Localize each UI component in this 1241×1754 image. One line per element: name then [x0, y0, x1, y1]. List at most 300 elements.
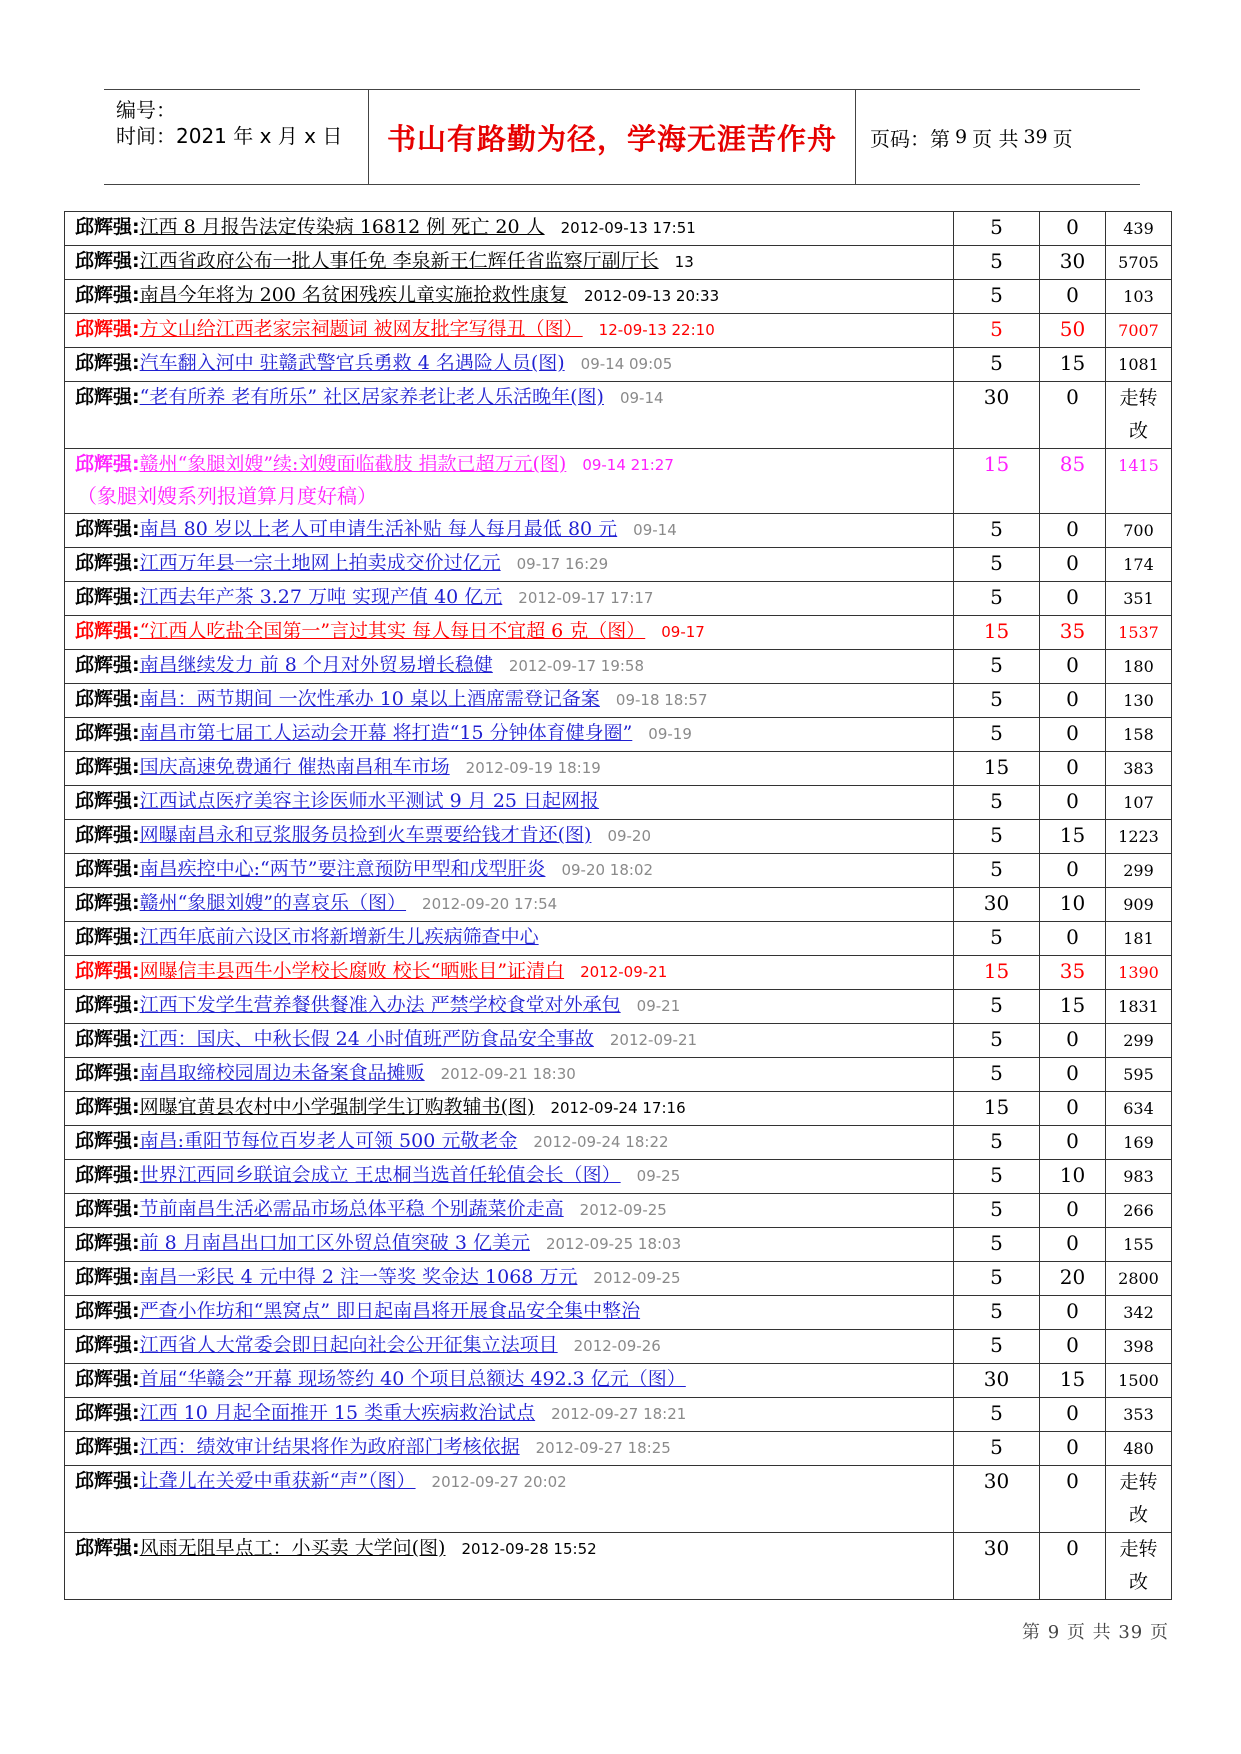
author-name: 邱辉强: [75, 1334, 140, 1356]
publish-time: 09-18 18:57 [615, 691, 708, 709]
author-name: 邱辉强: [75, 386, 140, 408]
table-row [65, 1398, 1172, 1432]
article-link[interactable]: 南昌一彩民 4 元中得 2 注一等奖 奖金达 1068 万元 [139, 1266, 578, 1288]
page-suffix: 页 [1052, 126, 1073, 151]
time-label: 时间：2021 年 x 月 x 日 [116, 124, 343, 148]
table-row [65, 314, 1172, 348]
views-cell: 383 [1106, 752, 1172, 786]
views-cell: 2800 [1106, 1262, 1172, 1296]
score-cell: 5 [954, 1126, 1040, 1160]
score-cell: 30 [954, 1466, 1040, 1533]
article-link[interactable]: 江西试点医疗美容主诊医师水平测试 9 月 25 日起网报 [139, 790, 600, 812]
table-row [65, 1262, 1172, 1296]
bonus-cell: 30 [1040, 246, 1106, 280]
article-link[interactable]: 赣州“象腿刘嫂”续:刘嫂面临截肢 捐款已超万元(图) [139, 453, 567, 475]
article-link[interactable]: 南昌疾控中心:“两节”要注意预防甲型和戊型肝炎 [139, 858, 546, 880]
publish-time: 2012-09-20 17:54 [422, 895, 558, 913]
score-cell: 5 [954, 1024, 1040, 1058]
publish-time: 2012-09-24 17:16 [550, 1099, 686, 1117]
article-cell [65, 1466, 954, 1533]
table-row [65, 1058, 1172, 1092]
article-link[interactable]: 江西 8 月报告法定传染病 16812 例 死亡 20 人 [139, 216, 545, 238]
article-cell [65, 1330, 954, 1364]
views-cell: 1537 [1106, 616, 1172, 650]
publish-time: 2012-09-17 17:17 [518, 589, 654, 607]
publish-time: 2012-09-21 [580, 963, 668, 981]
views-cell: 634 [1106, 1092, 1172, 1126]
score-cell: 5 [954, 246, 1040, 280]
author-name: 邱辉强: [75, 586, 140, 608]
bonus-cell: 35 [1040, 616, 1106, 650]
publish-time: 2012-09-27 18:25 [535, 1439, 671, 1457]
score-cell: 15 [954, 956, 1040, 990]
views-cell: 180 [1106, 650, 1172, 684]
article-cell [65, 1398, 954, 1432]
article-link[interactable]: 让聋儿在关爱中重获新“声”（图） [139, 1470, 416, 1492]
article-link[interactable]: 江西省人大常委会即日起向社会公开征集立法项目 [139, 1334, 558, 1356]
author-name: 邱辉强: [75, 960, 140, 982]
publish-time: 09-14 09:05 [580, 355, 673, 373]
article-table [64, 211, 1172, 1600]
article-cell [65, 752, 954, 786]
article-link[interactable]: 江西万年县一宗土地网上拍卖成交价过亿元 [139, 552, 501, 574]
article-cell [65, 1432, 954, 1466]
author-name: 邱辉强: [75, 1028, 140, 1050]
views-cell: 299 [1106, 854, 1172, 888]
author-name: 邱辉强: [75, 1198, 140, 1220]
page-total: 39 [1023, 126, 1048, 148]
score-cell: 15 [954, 1092, 1040, 1126]
bonus-cell: 15 [1040, 1364, 1106, 1398]
publish-time: 2012-09-24 18:22 [533, 1133, 669, 1151]
bonus-cell: 0 [1040, 684, 1106, 718]
bonus-cell: 35 [1040, 956, 1106, 990]
article-cell [65, 888, 954, 922]
table-row [65, 1364, 1172, 1398]
article-cell [65, 382, 954, 449]
article-cell [65, 786, 954, 820]
table-row [65, 990, 1172, 1024]
article-link[interactable]: 江西：国庆、中秋长假 24 小时值班严防食品安全事故 [139, 1028, 594, 1050]
article-link[interactable]: 网曝南昌永和豆浆服务员捡到火车票要给钱才肯还(图) [139, 824, 592, 846]
table-row [65, 1228, 1172, 1262]
article-link[interactable]: 江西：绩效审计结果将作为政府部门考核依据 [139, 1436, 520, 1458]
table-row [65, 922, 1172, 956]
views-cell: 174 [1106, 548, 1172, 582]
bonus-cell: 0 [1040, 1228, 1106, 1262]
author-name: 邱辉强: [75, 1470, 140, 1492]
bonus-cell: 0 [1040, 1466, 1106, 1533]
motto: 书山有路勤为径，学海无涯苦作舟 [368, 90, 856, 184]
number-label: 编号： [116, 98, 176, 122]
publish-time: 2012-09-19 18:19 [465, 759, 601, 777]
views-cell: 353 [1106, 1398, 1172, 1432]
score-cell: 5 [954, 1194, 1040, 1228]
bonus-cell: 0 [1040, 1533, 1106, 1600]
author-name: 邱辉强: [75, 1164, 140, 1186]
views-cell: 983 [1106, 1160, 1172, 1194]
table-row [65, 650, 1172, 684]
article-cell [65, 820, 954, 854]
bonus-cell: 0 [1040, 1432, 1106, 1466]
views-cell: 439 [1106, 212, 1172, 246]
article-cell [65, 548, 954, 582]
article-link[interactable]: 南昌：两节期间 一次性承办 10 桌以上酒席需登记备案 [139, 688, 600, 710]
bonus-cell: 0 [1040, 1092, 1106, 1126]
article-link[interactable]: 江西去年产茶 3.27 万吨 实现产值 40 亿元 [139, 586, 503, 608]
article-cell [65, 718, 954, 752]
publish-time: 09-14 [633, 521, 677, 539]
article-cell [65, 314, 954, 348]
score-cell: 5 [954, 718, 1040, 752]
article-link[interactable]: 严查小作坊和“黑窝点” 即日起南昌将开展食品安全集中整治 [139, 1300, 641, 1322]
publish-time: 09-19 [648, 725, 692, 743]
table-row [65, 449, 1172, 514]
article-cell [65, 616, 954, 650]
views-cell: 595 [1106, 1058, 1172, 1092]
header-meta [104, 90, 368, 184]
publish-time: 2012-09-25 [593, 1269, 681, 1287]
score-cell: 5 [954, 1432, 1040, 1466]
publish-time: 2012-09-13 20:33 [583, 287, 720, 305]
page-number: 9 [955, 126, 968, 148]
article-cell [65, 1262, 954, 1296]
views-cell: 103 [1106, 280, 1172, 314]
table-row [65, 1330, 1172, 1364]
score-cell: 15 [954, 752, 1040, 786]
table-row [65, 752, 1172, 786]
views-cell: 130 [1106, 684, 1172, 718]
page-indicator [856, 90, 1140, 184]
bonus-cell: 0 [1040, 280, 1106, 314]
author-name: 邱辉强: [75, 1300, 140, 1322]
author-name: 邱辉强: [75, 858, 140, 880]
table-row [65, 514, 1172, 548]
views-cell: 5705 [1106, 246, 1172, 280]
author-name: 邱辉强: [75, 1368, 140, 1390]
score-cell: 5 [954, 990, 1040, 1024]
page-mid: 页 共 [972, 126, 1019, 151]
table-row [65, 956, 1172, 990]
article-cell [65, 1194, 954, 1228]
bonus-cell: 0 [1040, 752, 1106, 786]
article-link[interactable]: 赣州“象腿刘嫂”的喜哀乐（图） [139, 892, 407, 914]
views-cell: 155 [1106, 1228, 1172, 1262]
article-cell [65, 990, 954, 1024]
article-cell [65, 1533, 954, 1600]
publish-time: 2012-09-13 17:51 [560, 219, 696, 237]
views-cell: 走转 改 [1106, 382, 1172, 449]
score-cell: 5 [954, 1058, 1040, 1092]
article-cell [65, 1228, 954, 1262]
author-name: 邱辉强: [75, 1096, 140, 1118]
article-cell [65, 684, 954, 718]
article-link[interactable]: 南昌 80 岁以上老人可申请生活补贴 每人每月最低 80 元 [139, 518, 618, 540]
article-cell [65, 514, 954, 548]
score-cell: 5 [954, 514, 1040, 548]
author-name: 邱辉强: [75, 1402, 140, 1424]
article-link[interactable]: 江西下发学生营养餐供餐准入办法 严禁学校食堂对外承包 [139, 994, 621, 1016]
table-row [65, 246, 1172, 280]
views-cell: 走转 改 [1106, 1466, 1172, 1533]
article-cell [65, 1296, 954, 1330]
article-cell [65, 449, 954, 514]
bonus-cell: 0 [1040, 1296, 1106, 1330]
article-link[interactable]: “老有所养 老有所乐” 社区居家养老让老人乐活晚年(图) [139, 386, 604, 408]
publish-time: 2012-09-25 [579, 1201, 667, 1219]
bonus-cell: 0 [1040, 1330, 1106, 1364]
score-cell: 30 [954, 1533, 1040, 1600]
bonus-cell: 0 [1040, 922, 1106, 956]
publish-time: 2012-09-21 18:30 [440, 1065, 576, 1083]
article-cell [65, 1092, 954, 1126]
publish-time: 2012-09-27 20:02 [431, 1473, 567, 1491]
publish-time: 2012-09-27 18:21 [551, 1405, 687, 1423]
score-cell: 5 [954, 684, 1040, 718]
views-cell: 1831 [1106, 990, 1172, 1024]
views-cell: 走转 改 [1106, 1533, 1172, 1600]
bonus-cell: 0 [1040, 212, 1106, 246]
article-link[interactable]: 节前南昌生活必需品市场总体平稳 个别蔬菜价走高 [139, 1198, 564, 1220]
bonus-cell: 0 [1040, 1194, 1106, 1228]
bonus-cell: 50 [1040, 314, 1106, 348]
author-name: 邱辉强: [75, 790, 140, 812]
score-cell: 5 [954, 548, 1040, 582]
views-cell: 351 [1106, 582, 1172, 616]
author-name: 邱辉强: [75, 994, 140, 1016]
bonus-cell: 0 [1040, 650, 1106, 684]
publish-time: 2012-09-21 [609, 1031, 698, 1049]
bonus-cell: 15 [1040, 990, 1106, 1024]
bonus-cell: 15 [1040, 348, 1106, 382]
bonus-cell: 85 [1040, 449, 1106, 514]
score-cell: 5 [954, 1296, 1040, 1330]
publish-time: 09-14 [619, 389, 664, 407]
bonus-cell: 10 [1040, 1160, 1106, 1194]
score-cell: 5 [954, 1330, 1040, 1364]
publish-time: 09-25 [636, 1167, 681, 1185]
table-row [65, 1126, 1172, 1160]
author-name: 邱辉强: [75, 250, 140, 272]
views-cell: 181 [1106, 922, 1172, 956]
author-name: 邱辉强: [75, 318, 140, 340]
table-row [65, 1533, 1172, 1600]
table-row [65, 1296, 1172, 1330]
author-name: 邱辉强: [75, 688, 140, 710]
author-name: 邱辉强: [75, 1232, 140, 1254]
publish-time: 09-17 16:29 [516, 555, 609, 573]
article-cell [65, 650, 954, 684]
score-cell: 5 [954, 314, 1040, 348]
bonus-cell: 0 [1040, 1024, 1106, 1058]
score-cell: 5 [954, 1398, 1040, 1432]
table-row [65, 854, 1172, 888]
score-cell: 30 [954, 888, 1040, 922]
score-cell: 5 [954, 1228, 1040, 1262]
bonus-cell: 0 [1040, 514, 1106, 548]
bonus-cell: 0 [1040, 1126, 1106, 1160]
table-row [65, 1092, 1172, 1126]
publish-time: 09-14 21:27 [582, 456, 674, 474]
bonus-cell: 0 [1040, 854, 1106, 888]
publish-time: 12-09-13 22:10 [598, 321, 715, 339]
publish-time: 09-21 [636, 997, 681, 1015]
score-cell: 30 [954, 382, 1040, 449]
article-link[interactable]: 首届“华赣会”开幕 现场签约 40 个项目总额达 492.3 亿元（图） [139, 1368, 686, 1390]
article-cell [65, 1160, 954, 1194]
article-cell [65, 582, 954, 616]
author-name: 邱辉强: [75, 284, 140, 306]
author-name: 邱辉强: [75, 352, 140, 374]
score-cell: 15 [954, 449, 1040, 514]
bonus-cell: 0 [1040, 1398, 1106, 1432]
score-cell: 5 [954, 922, 1040, 956]
views-cell: 480 [1106, 1432, 1172, 1466]
article-link[interactable]: 世界江西同乡联谊会成立 王忠桐当选首任轮值会长（图） [139, 1164, 621, 1186]
table-row [65, 382, 1172, 449]
table-row [65, 348, 1172, 382]
page-header [104, 89, 1140, 185]
author-name: 邱辉强: [75, 1436, 140, 1458]
article-link[interactable]: 方文山给江西老家宗祠题词 被网友批字写得丑（图） [139, 318, 583, 340]
article-cell [65, 922, 954, 956]
publish-time: 09-17 [661, 623, 705, 641]
bonus-cell: 15 [1040, 820, 1106, 854]
article-link[interactable]: 南昌取缔校园周边未备案食品摊贩 [139, 1062, 425, 1084]
score-cell: 5 [954, 280, 1040, 314]
score-cell: 5 [954, 786, 1040, 820]
bonus-cell: 0 [1040, 548, 1106, 582]
article-cell [65, 212, 954, 246]
views-cell: 7007 [1106, 314, 1172, 348]
table-row [65, 1466, 1172, 1533]
publish-time: 09-20 18:02 [561, 861, 654, 879]
table-row [65, 1024, 1172, 1058]
score-cell: 5 [954, 582, 1040, 616]
views-cell: 107 [1106, 786, 1172, 820]
views-cell: 1081 [1106, 348, 1172, 382]
article-cell [65, 1058, 954, 1092]
article-cell [65, 956, 954, 990]
author-name: 邱辉强: [75, 1130, 140, 1152]
page-footer: 第 9 页 共 39 页 [1022, 1622, 1169, 1643]
score-cell: 5 [954, 348, 1040, 382]
article-link[interactable]: 南昌继续发力 前 8 个月对外贸易增长稳健 [139, 654, 493, 676]
views-cell: 398 [1106, 1330, 1172, 1364]
article-note: （象腿刘嫂系列报道算月度好稿） [77, 484, 377, 508]
views-cell: 700 [1106, 514, 1172, 548]
table-row [65, 786, 1172, 820]
article-cell [65, 246, 954, 280]
bonus-cell: 0 [1040, 382, 1106, 449]
score-cell: 15 [954, 616, 1040, 650]
table-row [65, 548, 1172, 582]
publish-time: 09-20 [607, 827, 652, 845]
article-link[interactable]: 南昌今年将为 200 名贫困残疾儿童实施抢救性康复 [139, 284, 568, 306]
article-link[interactable]: 前 8 月南昌出口加工区外贸总值突破 3 亿美元 [139, 1232, 530, 1254]
author-name: 邱辉强: [75, 722, 140, 744]
article-rows [65, 212, 1172, 1600]
table-row [65, 1432, 1172, 1466]
article-cell [65, 1126, 954, 1160]
table-row [65, 888, 1172, 922]
bonus-cell: 20 [1040, 1262, 1106, 1296]
article-link[interactable]: 网曝宜黄县农村中小学强制学生订购教辅书(图) [139, 1096, 535, 1118]
article-link[interactable]: 风雨无阻早点工：小买卖 大学问(图) [139, 1537, 446, 1559]
views-cell: 158 [1106, 718, 1172, 752]
views-cell: 1500 [1106, 1364, 1172, 1398]
score-cell: 5 [954, 1262, 1040, 1296]
table-row [65, 820, 1172, 854]
article-cell [65, 1024, 954, 1058]
publish-time: 2012-09-26 [573, 1337, 661, 1355]
author-name: 邱辉强: [75, 552, 140, 574]
article-link[interactable]: 江西 10 月起全面推开 15 类重大疾病救治试点 [139, 1402, 536, 1424]
table-row [65, 616, 1172, 650]
author-name: 邱辉强: [75, 824, 140, 846]
author-name: 邱辉强: [75, 620, 140, 642]
table-row [65, 212, 1172, 246]
article-cell [65, 348, 954, 382]
author-name: 邱辉强: [75, 756, 140, 778]
views-cell: 1223 [1106, 820, 1172, 854]
bonus-cell: 0 [1040, 582, 1106, 616]
score-cell: 5 [954, 854, 1040, 888]
bonus-cell: 0 [1040, 1058, 1106, 1092]
page-prefix: 页码：第 [870, 126, 950, 151]
views-cell: 169 [1106, 1126, 1172, 1160]
views-cell: 342 [1106, 1296, 1172, 1330]
article-link[interactable]: 江西年底前六设区市将新增新生儿疾病筛查中心 [139, 926, 539, 948]
table-row [65, 582, 1172, 616]
publish-time: 13 [674, 253, 694, 271]
article-link[interactable]: 国庆高速免费通行 催热南昌租车市场 [139, 756, 450, 778]
views-cell: 266 [1106, 1194, 1172, 1228]
author-name: 邱辉强: [75, 926, 140, 948]
article-link[interactable]: “江西人吃盐全国第一”言过其实 每人每日不宜超 6 克（图） [139, 620, 646, 642]
article-link[interactable]: 网曝信丰县西牛小学校长腐败 校长“晒账目”证清白 [139, 960, 565, 982]
author-name: 邱辉强: [75, 216, 140, 238]
article-link[interactable]: 南昌:重阳节每位百岁老人可领 500 元敬老金 [139, 1130, 518, 1152]
article-cell [65, 1364, 954, 1398]
bonus-cell: 0 [1040, 718, 1106, 752]
bonus-cell: 0 [1040, 786, 1106, 820]
views-cell: 909 [1106, 888, 1172, 922]
views-cell: 1390 [1106, 956, 1172, 990]
author-name: 邱辉强: [75, 518, 140, 540]
author-name: 邱辉强: [75, 1537, 140, 1559]
bonus-cell: 10 [1040, 888, 1106, 922]
article-link[interactable]: 江西省政府公布一批人事任免 李泉新王仁辉任省监察厅副厅长 [139, 250, 659, 272]
score-cell: 5 [954, 212, 1040, 246]
author-name: 邱辉强: [75, 892, 140, 914]
table-row [65, 684, 1172, 718]
score-cell: 5 [954, 820, 1040, 854]
views-cell: 299 [1106, 1024, 1172, 1058]
publish-time: 2012-09-28 15:52 [461, 1540, 597, 1558]
article-cell [65, 854, 954, 888]
table-row [65, 1160, 1172, 1194]
score-cell: 30 [954, 1364, 1040, 1398]
author-name: 邱辉强: [75, 1062, 140, 1084]
table-row [65, 1194, 1172, 1228]
article-cell [65, 280, 954, 314]
article-link[interactable]: 南昌市第七届工人运动会开幕 将打造“15 分钟体育健身圈” [139, 722, 633, 744]
score-cell: 5 [954, 1160, 1040, 1194]
score-cell: 5 [954, 650, 1040, 684]
author-name: 邱辉强: [75, 453, 140, 475]
article-link[interactable]: 汽车翻入河中 驻赣武警官兵勇救 4 名遇险人员(图) [139, 352, 565, 374]
